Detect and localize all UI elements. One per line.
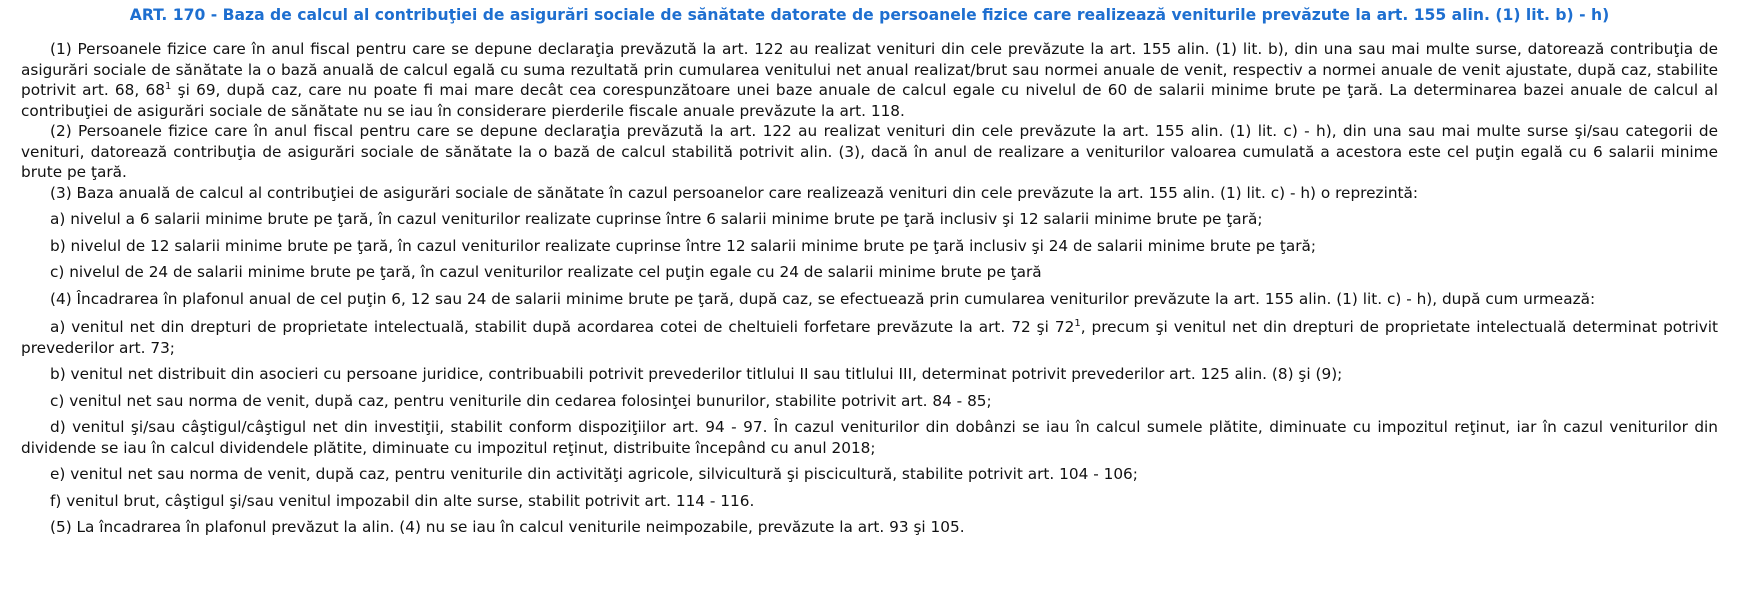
paragraph-4-item-c: c) venitul net sau norma de venit, după caz, pentru veniturile din cedarea folosinţei bunurilor, stabilite potrivit art. 84 - 85; (50, 391, 992, 410)
paragraph-4-item-e: e) venitul net sau norma de venit, după caz, pentru veniturile din activităţi agricole, silvicultură şi piscicultură, stabilite potrivit art. 104 - 106; (50, 465, 1138, 483)
article-title: ART. 170 - Baza de calcul al contribuţiei de asigurări sociale de sănătate datorate de persoanele fizice care realizează veniturile prevăzute la art. 155 alin. (1) lit. b) - h) (129, 6, 1610, 24)
paragraph-3-item-a: a) nivelul a 6 salarii minime brute pe ţară, în cazul veniturilor realizate cuprinse între 6 salarii minime brute pe ţară inclusiv şi 12 salarii minime brute pe ţară; (50, 210, 1263, 228)
paragraph-4-item-f: f) venitul brut, câştigul şi/sau venitul impozabil din alte surse, stabilit potrivit art. 114 - 116. (50, 491, 755, 510)
paragraph-4-item-d: d) venitul şi/sau câştigul/câştigul net din investiţii, stabilit conform dispoziţiilor art. 94 - 97. În cazul veniturilor din dobânzi se iau în calcul sumele plătite, diminuate cu impozitul reţinut, iar în cazul veniturilor din dividende se iau în calcul dividendele plătite, diminuate cu impozitul reţinut, distribuite începând cu anul 2018; (21, 418, 1718, 457)
paragraph-1-text-a: (1) Persoanele fizice care în anul fiscal pentru care se depune declaraţia prevăzută la art. 122 au realizat venituri din cele prevăzute la art. 155 alin. (1) lit. b), din una sau mai multe surse, datorează contribuţia de asigurări sociale de sănătate la o bază anuală de calcul egală cu suma rezultată prin cumularea venitului net anual realizat/brut sau normei anuale de venit, respectiv a normei anuale de venit ajustate, după caz, stabilite potrivit art. 68, 68 (21, 40, 1718, 99)
paragraph-1 (21, 39, 1718, 121)
paragraph-2: (2) Persoanele fizice care în anul fiscal pentru care se depune declaraţia prevăzută la art. 122 au realizat venituri din cele prevăzute la art. 155 alin. (1) lit. c) - h), din una sau mai multe surse şi/sau categorii de venituri, datorează contribuţia de asigurări sociale de sănătate la o bază de calcul stabilită potrivit alin. (3), dacă în anul de realizare a veniturilor valoarea cumulată a acestora este cel puţin egală cu 6 salarii minime brute pe ţară. (21, 122, 1718, 181)
paragraph-4: (4) Încadrarea în plafonul anual de cel puţin 6, 12 sau 24 de salarii minime brute pe ţară, după caz, se efectuează prin cumularea veniturilor prevăzute la art. 155 alin. (1) lit. c) - h), după cum urmează: (50, 289, 1596, 308)
paragraph-4-item-a-text-b: , precum şi venitul net din drepturi de proprietate intelectuală determinat potrivit prevederilor art. 73; (21, 318, 1718, 357)
paragraph-1-text-b: şi 69, după caz, care nu poate fi mai mare decât cea corespunzătoare unei baze anuale de calcul egale cu nivelul de 60 de salarii minime brute pe ţară. La determinarea bazei anuale de calcul al contribuţiei de asigurări sociale de sănătate nu se iau în considerare pierderile fiscale anuale prevăzute la art. 118. (21, 81, 1718, 120)
paragraph-4-item-a-text-a: a) venitul net din drepturi de proprietate intelectuală, stabilit după acordarea cotei de cheltuieli forfetare prevăzute la art. 72 şi 72 (50, 318, 1075, 336)
paragraph-4-item-b: b) venitul net distribuit din asocieri cu persoane juridice, contribuabili potrivit prevederilor titlului II sau titlului III, determinat potrivit prevederilor art. 125 alin. (8) şi (9); (50, 365, 1343, 383)
paragraph-3-item-c: c) nivelul de 24 de salarii minime brute pe ţară, în cazul veniturilor realizate cel puţin egale cu 24 de salarii minime brute pe ţară (50, 263, 1042, 281)
paragraph-5: (5) La încadrarea în plafonul prevăzut la alin. (4) nu se iau în calcul veniturile neimpozabile, prevăzute la art. 93 şi 105. (50, 518, 965, 536)
paragraph-1-superscript: 1 (164, 81, 172, 92)
paragraph-3-item-b: b) nivelul de 12 salarii minime brute pe ţară, în cazul veniturilor realizate cuprinse între 12 salarii minime brute pe ţară inclusiv şi 24 de salarii minime brute pe ţară; (50, 236, 1317, 255)
article-document (21, 0, 1718, 538)
paragraph-4-item-a-superscript: 1 (1074, 318, 1081, 329)
paragraph-4-item-a (21, 317, 1718, 358)
paragraph-3: (3) Baza anuală de calcul al contribuţiei de asigurări sociale de sănătate în cazul persoanelor care realizează venituri din cele prevăzute la art. 155 alin. (1) lit. c) - h) o reprezintă: (50, 183, 1419, 202)
